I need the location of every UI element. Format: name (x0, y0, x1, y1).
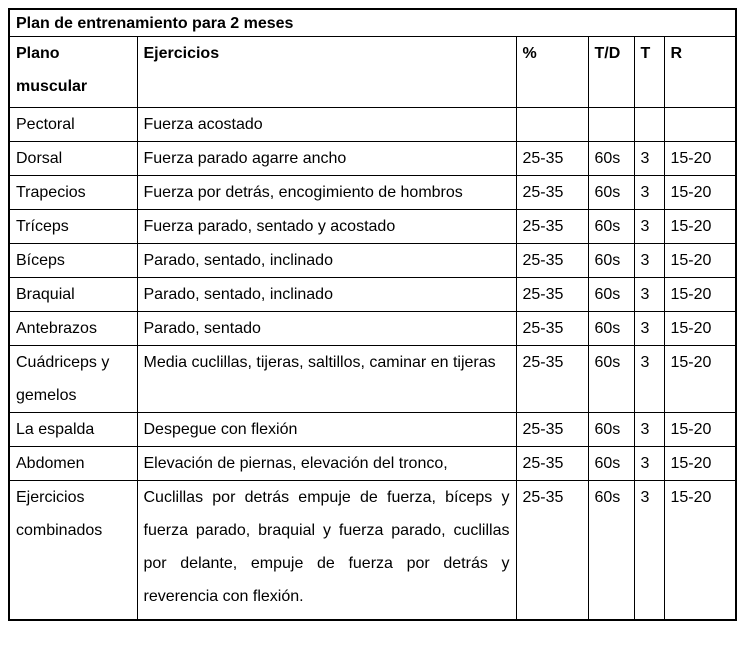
cell-plano-muscular: Cuádriceps y gemelos (9, 346, 137, 413)
cell-t: 3 (634, 176, 664, 210)
cell-td: 60s (588, 278, 634, 312)
table-body (9, 108, 736, 621)
table-title: Plan de entrenamiento para 2 meses (9, 9, 736, 37)
table-row (9, 244, 736, 278)
cell-t: 3 (634, 312, 664, 346)
cell-percent: 25-35 (516, 481, 588, 621)
cell-r: 15-20 (664, 447, 736, 481)
table-row (9, 346, 736, 413)
column-header-t: T (634, 37, 664, 108)
cell-r: 15-20 (664, 176, 736, 210)
cell-t: 3 (634, 413, 664, 447)
cell-ejercicios: Fuerza parado agarre ancho (137, 142, 516, 176)
cell-r: 15-20 (664, 346, 736, 413)
cell-t (634, 108, 664, 142)
cell-ejercicios: Parado, sentado, inclinado (137, 244, 516, 278)
cell-ejercicios: Fuerza parado, sentado y acostado (137, 210, 516, 244)
cell-percent: 25-35 (516, 312, 588, 346)
cell-plano-muscular: Braquial (9, 278, 137, 312)
cell-t: 3 (634, 278, 664, 312)
cell-t: 3 (634, 481, 664, 621)
cell-plano-muscular: Antebrazos (9, 312, 137, 346)
cell-td (588, 108, 634, 142)
table-row (9, 447, 736, 481)
cell-r (664, 108, 736, 142)
cell-td: 60s (588, 312, 634, 346)
cell-ejercicios: Fuerza por detrás, encogimiento de hombros (137, 176, 516, 210)
column-header-r: R (664, 37, 736, 108)
cell-td: 60s (588, 210, 634, 244)
table-row (9, 413, 736, 447)
cell-percent: 25-35 (516, 210, 588, 244)
cell-td: 60s (588, 481, 634, 621)
table-row (9, 108, 736, 142)
cell-td: 60s (588, 142, 634, 176)
cell-r: 15-20 (664, 481, 736, 621)
training-plan-table (8, 8, 737, 621)
cell-t: 3 (634, 244, 664, 278)
cell-plano-muscular: Dorsal (9, 142, 137, 176)
table-row (9, 278, 736, 312)
cell-r: 15-20 (664, 244, 736, 278)
cell-ejercicios: Despegue con flexión (137, 413, 516, 447)
cell-ejercicios: Parado, sentado (137, 312, 516, 346)
cell-td: 60s (588, 447, 634, 481)
column-header-plano-muscular: Plano muscular (9, 37, 137, 108)
column-header-ejercicios: Ejercicios (137, 37, 516, 108)
table-row (9, 481, 736, 621)
cell-percent (516, 108, 588, 142)
cell-t: 3 (634, 447, 664, 481)
table-row (9, 142, 736, 176)
cell-t: 3 (634, 346, 664, 413)
cell-t: 3 (634, 142, 664, 176)
table-row (9, 210, 736, 244)
cell-plano-muscular: Ejercicios combinados (9, 481, 137, 621)
column-header-td: T/D (588, 37, 634, 108)
cell-percent: 25-35 (516, 176, 588, 210)
cell-percent: 25-35 (516, 447, 588, 481)
column-header-percent: % (516, 37, 588, 108)
cell-ejercicios: Elevación de piernas, elevación del tronco, (137, 447, 516, 481)
cell-percent: 25-35 (516, 413, 588, 447)
cell-percent: 25-35 (516, 244, 588, 278)
cell-td: 60s (588, 244, 634, 278)
cell-td: 60s (588, 346, 634, 413)
cell-r: 15-20 (664, 312, 736, 346)
cell-plano-muscular: Pectoral (9, 108, 137, 142)
cell-td: 60s (588, 413, 634, 447)
cell-plano-muscular: Abdomen (9, 447, 137, 481)
cell-percent: 25-35 (516, 346, 588, 413)
cell-ejercicios: Media cuclillas, tijeras, saltillos, caminar en tijeras (137, 346, 516, 413)
cell-r: 15-20 (664, 278, 736, 312)
table-title-row (9, 9, 736, 37)
cell-plano-muscular: Tríceps (9, 210, 137, 244)
cell-r: 15-20 (664, 142, 736, 176)
table-header-row (9, 37, 736, 108)
table-row (9, 176, 736, 210)
cell-ejercicios: Fuerza acostado (137, 108, 516, 142)
cell-percent: 25-35 (516, 278, 588, 312)
cell-r: 15-20 (664, 210, 736, 244)
cell-percent: 25-35 (516, 142, 588, 176)
cell-t: 3 (634, 210, 664, 244)
cell-ejercicios: Parado, sentado, inclinado (137, 278, 516, 312)
cell-plano-muscular: Bíceps (9, 244, 137, 278)
cell-ejercicios: Cuclillas por detrás empuje de fuerza, bíceps y fuerza parado, braquial y fuerza parado, cuclillas por delante, empuje de fuerza por detrás y reverencia con flexión. (137, 481, 516, 621)
table-row (9, 312, 736, 346)
cell-td: 60s (588, 176, 634, 210)
cell-plano-muscular: Trapecios (9, 176, 137, 210)
cell-r: 15-20 (664, 413, 736, 447)
cell-plano-muscular: La espalda (9, 413, 137, 447)
